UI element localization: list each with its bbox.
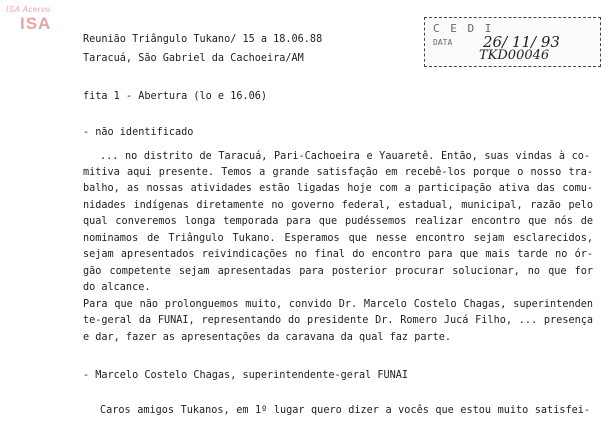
document-title: Reunião Triângulo Tukano/ 15 a 18.06.88	[83, 34, 323, 45]
paragraph-line: nidades indígenas diretamente no governo federal, estadual, municipal, razão pelo	[83, 200, 593, 211]
archive-logo	[6, 5, 78, 37]
paragraph-line: e dar, fazer as apresentações da caravana da qual faz parte.	[83, 332, 452, 343]
document-place: Taracuá, São Gabriel da Cachoeira/AM	[83, 53, 304, 64]
paragraph-line: do alcance.	[83, 282, 151, 293]
speaker-marcelo-chagas: - Marcelo Costelo Chagas, superintendente-geral FUNAI	[83, 370, 409, 381]
paragraph-line: balho, as nossas atividades estão ligadas hoje com a participação ativa das comu-	[83, 183, 593, 194]
stamp-code: TKD00046	[479, 48, 550, 63]
archive-stamp	[424, 17, 601, 67]
stamp-institution: C E D I	[433, 22, 494, 35]
speaker-unidentified: - não identificado	[83, 127, 194, 138]
tape-heading: fita 1 - Abertura (lo e 16.06)	[83, 91, 268, 102]
paragraph-line: nominamos de Triângulo Tukano. Esperamos que nesse encontro sejam esclarecidos,	[83, 233, 593, 244]
paragraph-line: gão competente sejam apresentadas para posterior procurar solucionar, no que for	[83, 266, 593, 277]
archive-logo-mark: ISA	[20, 14, 52, 33]
archive-logo-caption: ISA Acervo	[6, 5, 51, 14]
stamp-date-label: DATA	[433, 38, 453, 47]
paragraph-line: Caros amigos Tukanos, em 1º lugar quero dizer a vocês que estou muito satisfei-	[100, 405, 590, 416]
paragraph-line: mitiva aqui presente. Temos a grande satisfação em recebê-los porque o nosso tra-	[83, 167, 593, 178]
paragraph-line: te-geral da FUNAI, representando do presidente Dr. Romero Jucá Filho, ... presença	[83, 315, 593, 326]
paragraph-line: sejam apresentados reivindicações no final do encontro para que mais tarde no ór-	[83, 249, 593, 260]
paragraph-line: Para que não prolonguemos muito, convido Dr. Marcelo Costelo Chagas, superintenden	[83, 299, 593, 310]
paragraph-line: qual converemos longa temporada para que pudéssemos realizar encontro que nós de	[83, 216, 593, 227]
paragraph-line: ... no distrito de Taracuá, Pari-Cachoeira e Yauaretê. Então, suas vindas à co-	[100, 151, 590, 162]
stamp-date-value: 26/ 11/ 93	[483, 33, 560, 51]
